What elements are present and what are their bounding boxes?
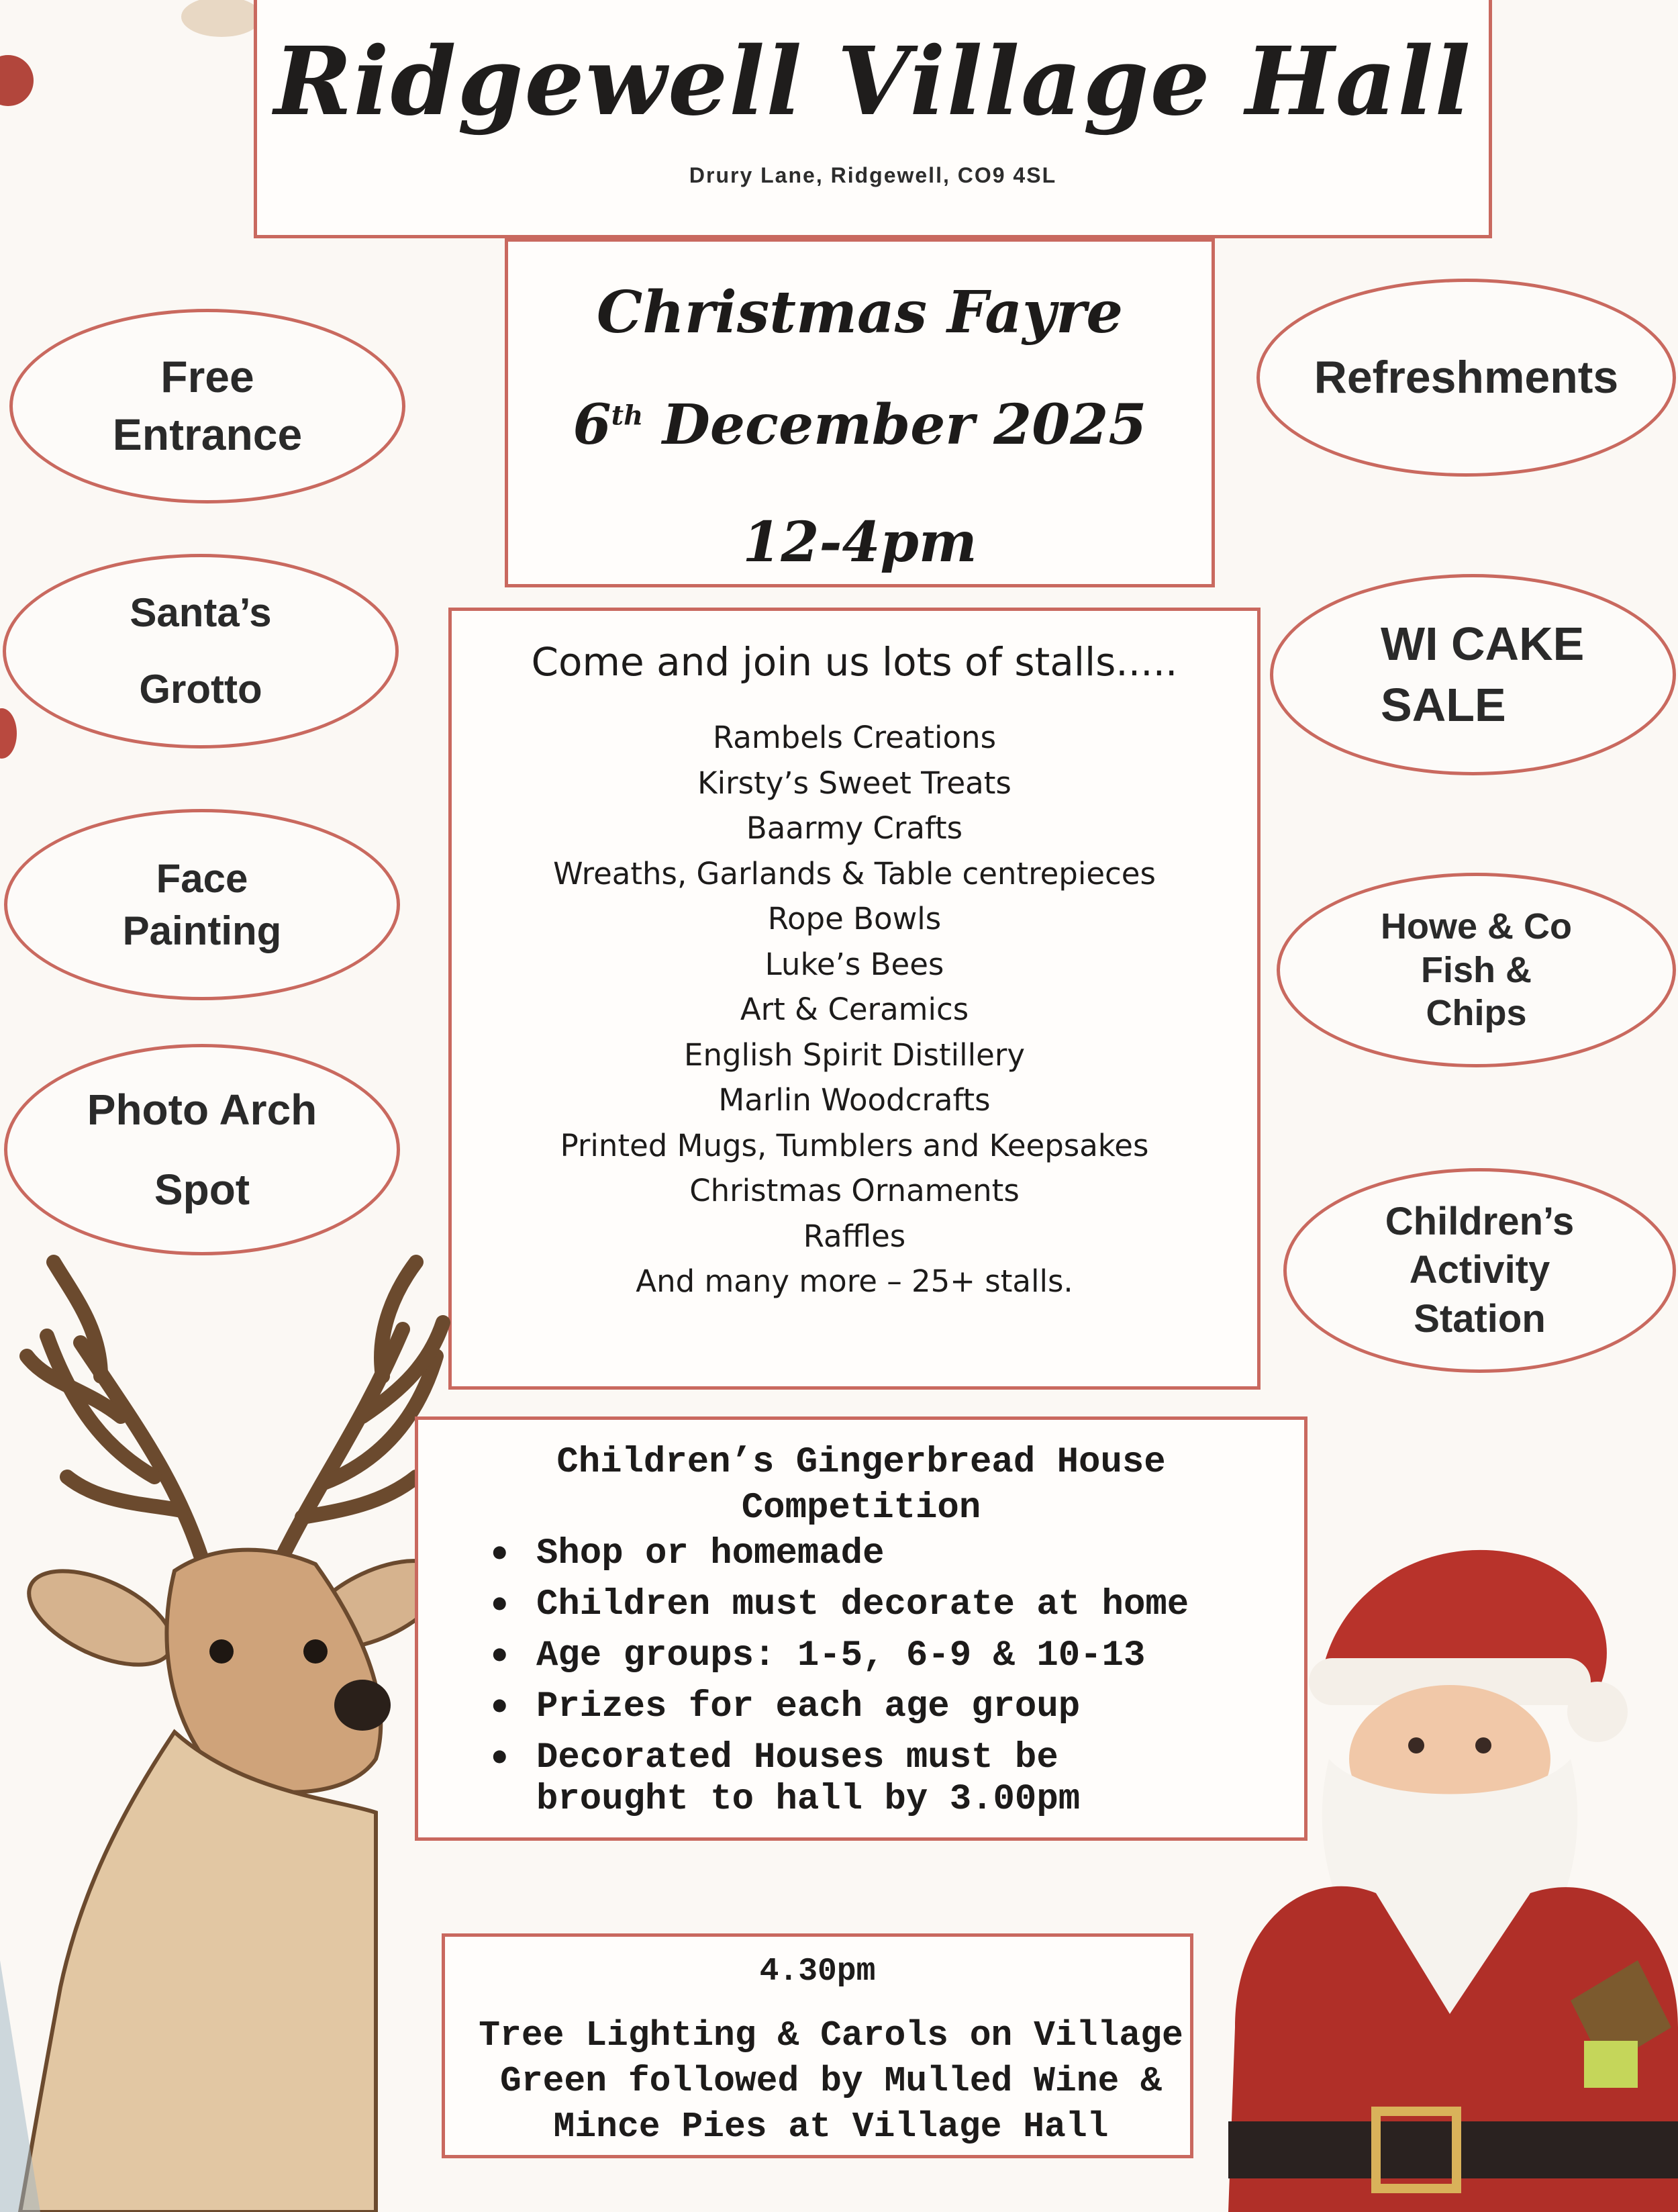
rule-item: • Age groups: 1-5, 6-9 & 10-13 [479, 1631, 1189, 1682]
evening-line: Mince Pies at Village Hall [553, 2107, 1109, 2147]
oval-childrens-activity-station [1283, 1168, 1676, 1373]
rule-item: • Shop or homemade [479, 1529, 1189, 1580]
page-title: Ridgewell Village Hall [274, 27, 1472, 137]
stall-item: English Spirit Distillery [684, 1037, 1025, 1073]
stalls-box [448, 608, 1261, 1390]
oval-refreshments [1256, 279, 1676, 477]
stalls-intro: Come and join us lots of stalls..... [531, 639, 1178, 685]
gingerbread-rules-list [479, 1529, 1189, 1784]
stall-item: Kirsty’s Sweet Treats [697, 765, 1011, 801]
oval-text-line: Grotto [139, 667, 262, 712]
stall-item: Baarmy Crafts [746, 810, 963, 846]
oval-text-line: Howe & Co [1380, 906, 1572, 947]
header-box [254, 0, 1492, 238]
rule-item: • Decorated Houses must be [479, 1733, 1189, 1784]
event-name: Christmas Fayre [596, 279, 1124, 346]
evening-line: Green followed by Mulled Wine & [500, 2061, 1162, 2101]
evening-line: Tree Lighting & Carols on Village [479, 2015, 1183, 2056]
oval-text-line: Station [1414, 1296, 1546, 1341]
stall-item: And many more – 25+ stalls. [636, 1263, 1073, 1299]
rule-item: • Children must decorate at home [479, 1580, 1189, 1631]
oval-text-line: Chips [1426, 993, 1527, 1034]
rule-item: • Prizes for each age group [479, 1682, 1189, 1733]
stall-item: Art & Ceramics [740, 992, 969, 1027]
oval-face-painting [4, 809, 400, 1000]
event-date-suffix: th [611, 399, 644, 432]
oval-text-line: WI CAKE [1381, 618, 1585, 670]
event-date [508, 393, 1212, 457]
gingerbread-title-line: Competition [741, 1488, 981, 1529]
stall-item: Rope Bowls [767, 901, 942, 936]
gingerbread-title-line: Children’s Gingerbread House [556, 1442, 1166, 1483]
stall-item: Printed Mugs, Tumblers and Keepsakes [560, 1127, 1149, 1163]
oval-text-line: Entrance [112, 410, 303, 459]
stall-item: Rambels Creations [712, 720, 997, 755]
stall-item: Raffles [803, 1218, 906, 1254]
stalls-list [452, 715, 1257, 1304]
evening-box [442, 1933, 1193, 2158]
oval-text-line: Refreshments [1314, 352, 1619, 403]
oval-santas-grotto [3, 554, 399, 749]
oval-text-line: Activity [1409, 1248, 1550, 1292]
oval-text-line: Santa’s [130, 590, 272, 635]
oval-text-line: Spot [154, 1165, 250, 1214]
oval-text-line: Fish & [1420, 949, 1532, 990]
oval-text-line: Photo Arch [87, 1086, 317, 1135]
address: Drury Lane, Ridgewell, CO9 4SL [689, 163, 1057, 187]
oval-wi-cake-sale [1270, 574, 1676, 775]
event-box [505, 238, 1215, 587]
event-date-day: 6 [573, 393, 611, 457]
oval-text-line: Painting [122, 908, 282, 953]
oval-text-line: Free [160, 352, 254, 402]
evening-description [418, 2013, 1244, 2150]
stall-item: Marlin Woodcrafts [718, 1082, 991, 1118]
oval-text-line: SALE [1381, 679, 1506, 731]
stall-item: Christmas Ornaments [689, 1173, 1020, 1208]
stall-item: Wreaths, Garlands & Table centrepieces [553, 855, 1156, 892]
oval-text-line: Face [156, 855, 248, 901]
event-date-rest: December 2025 [662, 393, 1147, 457]
oval-howe-fish-chips [1277, 873, 1676, 1067]
event-time: 12-4pm [742, 510, 977, 575]
rule-item-continued: brought to hall by 3.00pm [536, 1779, 1081, 1820]
oval-text-line: Children’s [1385, 1199, 1575, 1243]
reindeer-illustration [0, 1222, 470, 2212]
oval-free-entrance [9, 309, 405, 503]
stall-item: Luke’s Bees [764, 946, 944, 982]
evening-time: 4.30pm [759, 1954, 876, 1990]
bauble-left-edge [0, 708, 17, 759]
